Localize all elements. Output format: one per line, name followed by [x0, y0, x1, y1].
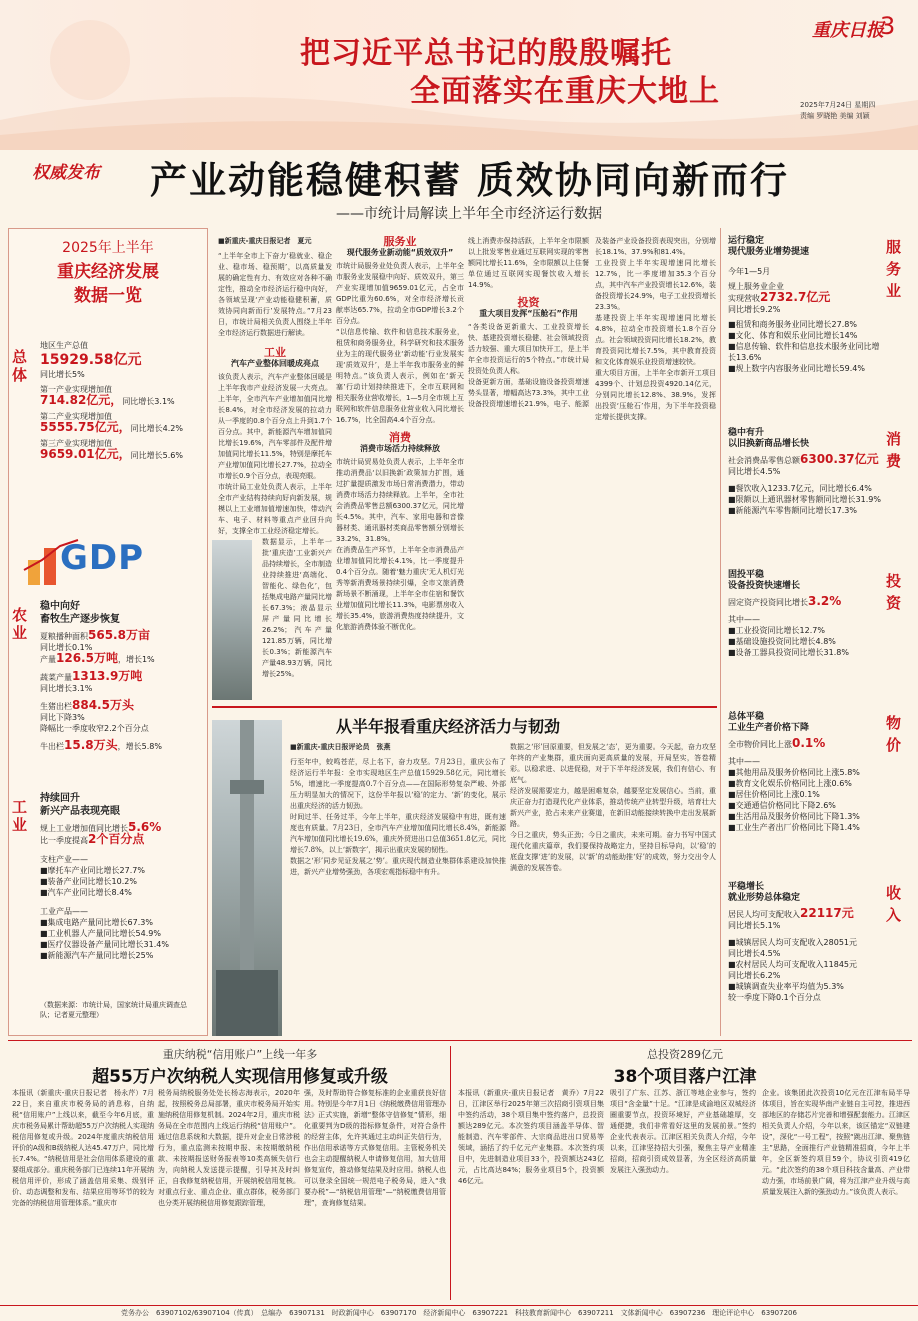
veg-label: 蔬菜产量: [40, 673, 72, 682]
commentary-paragraph: 数据之‘形’回原重要，但发展之‘态’，更为重要。今天起，奋力攻坚年终的产业集群，重庆面向更高质量的发展，开局坚实，答卷精彩。以稳求进、以进促稳，对于下半年经济发展，我们有信心、有底气。: [510, 743, 716, 784]
gdp-growth: 同比增长5%: [40, 370, 85, 379]
commentary-paragraph: 时间过半、任务过半，今年上半年，重庆经济发展稳中有进，既有速度也有质量。7月23日，全市汽车产业增加值同比增长8.4%，新能源汽车增加值同比增长19.6%，重庆外贸进出口总值3651.8亿元，同比增长7.8%，以上‘新数字’，揭示出重庆发展的韧性。: [290, 813, 506, 854]
commentary-byline: ■新重庆-重庆日报评论员 张燕: [290, 743, 391, 751]
inc-head-1: 平稳增长: [728, 882, 765, 892]
newspaper-logo: 重庆日报: [812, 20, 884, 41]
article-paragraph: 在消费品生产环节，上半年全市消费品产业增加值同比增长4.1%，比一季度提升0.4个百分点。随着‘魅力重庆’无人机灯光秀等新消费场景持续引爆，全市文旅消费新场景不断涌现，上半年全市住宿和餐饮业增加值同比增长11.3%，电影票房收入增长35.4%，旅游消费热度持续提升，文化旅游消费体验不断优化。: [336, 546, 464, 631]
product-item: ■工业机器人产量同比增长54.9%: [40, 929, 161, 938]
article-paragraph: 该负责人表示，汽车产业整体回暖是上半年我市产业经济发展一大亮点。上半年，全市汽车产业增加值同比增长8.4%，对全市经济发展的拉动力从一季度的0.8个百分点上升到1.7个百分点。其中，新能源汽车增加值同比增长19.6%，汽车零部件及配件增加值同比增长11.5%，特别是摩托车产业增加值同比增长27.7%，拉动全市增长0.9个百分点，表现亮眼。: [218, 373, 332, 480]
svc-item: ■规上数字内容服务业同比增长59.4%: [728, 364, 865, 373]
grain-growth: 同比增长0.1%: [40, 643, 93, 652]
inc-item: ■农村居民人均可支配收入11845元: [728, 960, 858, 969]
commentary-paragraph: 今日之重庆，势头正劲；今日之重庆，未来可期。奋力书写中国式现代化重庆篇章，我们要保持战略定力，坚持目标导向，以‘稳’的底盘支撑‘进’的发展，以‘新’的动能助推‘好’的成效，努力交出令人满意的发展答卷。: [510, 831, 716, 872]
banner-line-2: 全面落实在重庆大地上: [410, 74, 720, 109]
inv-head-2: 设备投资快速增长: [728, 581, 801, 591]
p2-growth: 同比增长4.2%: [130, 424, 183, 433]
con-head-1: 稳中有升: [728, 428, 765, 438]
section-tag-investment: 投资: [886, 572, 902, 612]
section-subheading-consumption: 消费市场活力持续释放: [360, 444, 440, 453]
p2-value: 5555.75亿元，: [40, 420, 131, 434]
price-value: 0.1%: [792, 736, 826, 750]
pig-value: 884.5万头: [72, 698, 134, 712]
inv-item: ■基础设施投资同比增长4.8%: [728, 637, 836, 646]
section-subheading-services: 现代服务业新动能“质效双升”: [346, 248, 454, 257]
issue-date: 2025年7月24日 星期四: [800, 101, 876, 109]
bottom-left-col-2: 税务局纳税服务处处长杨志海表示，2020年起，按照税务总局部署，重庆市税务局开始实施纳税信用修复机制。2024年2月，重庆市税务局在全市范围内上线运行纳税“信用账户”。通过信息系统和大数据，提升对企业日常涉税行为，重点监测未按期申报、未按期缴纳税款、未按期报送财务报表等10类高频失信行为，向纳税人发送提示提醒，引导其及时纠正，自我修复纳税信用，开展纳税信用复核。对重点行业、重点企业、重点群体，税务部门也分类开展纳税信用修复跟踪管理，: [158, 1089, 300, 1207]
main-subheadline: ——市统计局解读上半年全市经济运行数据: [336, 206, 602, 222]
output-growth: ，增长1%: [117, 655, 155, 664]
price-item: ■工业生产者出厂价格同比下降1.4%: [728, 823, 860, 832]
ind-label-2: 比一季度提高: [40, 836, 88, 845]
investment-block: [728, 570, 882, 658]
inc-item: 同比增长6.2%: [728, 971, 781, 980]
products-title: 工业产品——: [40, 907, 88, 916]
issue-meta: [800, 100, 875, 122]
product-item: ■医疗仪器设备产量同比增长31.4%: [40, 940, 169, 949]
commentary-paragraph: 数据之‘形’同步见证发展之‘势’。重庆现代制造业集群体系建设加快推进，新兴产业增势强劲，各项宏观指标稳中有升。: [290, 857, 506, 876]
svc-item: ■文化、体育和娱乐业同比增长14%: [728, 331, 858, 340]
inv-label: 固定资产投资同比增长: [728, 598, 808, 607]
industry-block: [40, 792, 205, 961]
bottom-left-kicker: 重庆纳税“信用账户”上线一年多: [162, 1048, 318, 1061]
authority-badge: 权威发布: [32, 163, 100, 183]
con-head-2: 以旧换新商品增长快: [728, 439, 810, 449]
agri-head-2: 畜牧生产逐步恢复: [40, 614, 120, 625]
section-heading-services: 服务业: [383, 236, 417, 248]
price-item: ■居住价格同比上涨0.1%: [728, 790, 820, 799]
main-headline: 产业动能稳健积蓄 质效协同向新而行: [150, 159, 789, 202]
pig-label: 生猪出栏: [40, 702, 72, 711]
commentary-paragraph: 行至年中，蛟鸣苍茫，尽上名下，奋力攻坚。7月23日，重庆公布了经济运行半年报：全市实现地区生产总值15929.58亿元，同比增长5%，增速比一季度提高0.7个百分点——在国际形势复杂严峻、外部压力明显加大的情况下，这份半年报以‘稳’的定力、‘新’的变化，展示出重庆经济的活力韧劲。: [290, 758, 506, 810]
sidebar-title-year: 2025年上半年: [62, 240, 154, 256]
section-tag-agriculture: 农业: [12, 606, 28, 642]
section-tag-income: 收入: [886, 884, 902, 924]
bottom-divider: [450, 1046, 451, 1300]
section-tag-services: 服务业: [886, 238, 902, 300]
bottom-right-col-2: 吸引了广东、江苏、浙江等地企业参与，签约项目“含金量”十足。“江津是成渝地区双城经济圈重要节点，投资环境好，产业基础雄厚，交通便捷，我们非常看好这里的发展前景。”签约企业代表表示。江津区相关负责人介绍，今年以来，江津坚持招大引强，聚焦主导产业精准招商，招商引资成效显著，为全区经济高质量发展注入强劲动力。: [610, 1089, 756, 1174]
section-subheading-investment: 重大项目发挥“压舱石”作用: [479, 309, 578, 318]
issue-editors: 责编 罗晓艳 美编 刘颖: [800, 112, 870, 120]
p1-growth: 同比增长3.1%: [122, 397, 175, 406]
ind-label-1: 规上工业增加值同比增长: [40, 824, 128, 833]
inc-item: 同比增长4.5%: [728, 949, 781, 958]
ind-head-1: 持续回升: [40, 793, 80, 804]
p3-value: 9659.01亿元，: [40, 447, 131, 461]
gdp-label: 地区生产总值: [40, 341, 88, 350]
bottom-right-col-3: 企业。该集团此次投资10亿元在江津布局半导体项目，旨在实现华南产业链自主可控，推进西部地区的存储芯片完善和增强配套能力。江津区相关负责人介绍，今年以来，该区锚定“双链建设”，深化“一号工程”，按照“跳出江津、聚焦链主”思路，全面推行产业链精准招商，今年上半年，全区新签约项目59个，协议引资419亿元。“此次签约的38个项目科技含量高、产业带动力强，市场前景广阔，将为江津产业升级与高质量发展注入新的强劲动力。”该负责人表示。: [762, 1089, 910, 1196]
bottom-right-headline: 38个项目落户江津: [613, 1067, 757, 1087]
veg-growth: 同比增长3.1%: [40, 684, 93, 693]
bottom-rule: [8, 1040, 912, 1041]
con-growth: 同比增长4.5%: [728, 467, 781, 476]
output-value: 126.5万吨: [56, 651, 118, 665]
price-head-1: 总体平稳: [728, 712, 765, 722]
price-item: ■生活用品及服务价格同比下降1.3%: [728, 812, 860, 821]
commentary-headline: 从半年报看重庆经济活力与韧劲: [336, 717, 561, 736]
article-paragraph: 设备更新方面，基础设施设备投资增速势头显著，增幅高达73.3%，其中工业设备投资增速增长21.9%，电子、能源及装备产业设备投资表现突出，分别增长18.1%、37.9%和81.4%。: [468, 237, 716, 408]
section-tag-overall: 总体: [12, 348, 28, 384]
price-item: ■教育文化娱乐价格同比上涨0.6%: [728, 779, 852, 788]
section-tag-consumption: 消费: [886, 430, 902, 470]
article-paragraph: 数据显示，上半年一批‘重庆造’工业新兴产品持续增长，全市制造业持续推进‘高端化、智能化、绿色化’，包括集成电路产量同比增长67.3%；液晶显示屏产量同比增长26.2%；汽车产量121.85万辆，同比增长0.3%；新能源汽车产量48.93万辆，同比增长25%。: [262, 538, 332, 678]
product-item: ■新能源汽车产量同比增长25%: [40, 951, 154, 960]
veg-value: 1313.9万吨: [72, 669, 143, 683]
output-label: 产量: [40, 655, 56, 664]
tower-illustration: [212, 720, 282, 1036]
grain-label: 夏粮播种面积: [40, 632, 88, 641]
bottom-left-col-1: 本报讯（新重庆-重庆日报记者 杨永芹）7月22日，来自重庆市税务局的消息称，自纳税“信用账户”上线以来，截至今年6月底，重庆市税务局累计帮助超55万户次纳税人实现纳税信用修复或升级。2024年度重庆纳税信用评价的A级和B级纳税人达45.47万户，同比增长7.4%。“纳税信用是社会信用体系建设的重要组成部分。重庆税务部门已连续11年开展纳税信用评价，形成了涵盖信用采集、级别评价、动态调整和发布、结果应用等环节的较为完备的纳税信用管理体系。”重庆市: [12, 1089, 154, 1207]
svc-value: 2732.7亿元: [760, 290, 831, 304]
inc-item: ■城镇调查失业率平均值为5.3%: [728, 982, 844, 991]
inc-item: ■城镇居民人均可支配收入28051元: [728, 938, 858, 947]
gdp-value: 15929.58亿元: [40, 352, 142, 368]
article-paragraph: 工业投资上半年实现增速同比增长12.7%，比一季度增加35.3个百分点，其中汽车产业投资增长12.6%，装备投资增长24.9%，电子工业投资增长23.3%。: [595, 259, 716, 311]
agriculture-block: [40, 600, 205, 752]
con-item: ■新能源汽车零售额同比增长17.3%: [728, 506, 857, 515]
pillar-item: ■摩托车产业同比增长27.7%: [40, 866, 145, 875]
inv-item: ■设备工器具投资同比增长31.8%: [728, 648, 849, 657]
price-sub: 其中——: [728, 757, 760, 766]
column-byline: ■新重庆-重庆日报记者 夏元: [218, 237, 312, 245]
inc-label: 居民人均可支配收入: [728, 910, 800, 919]
con-label: 社会消费品零售总额: [728, 456, 800, 465]
cattle-value: 15.8万头: [64, 738, 118, 752]
tower-photo-top: [212, 540, 252, 700]
prices-block: [728, 712, 882, 833]
bottom-right-kicker: 总投资289亿元: [647, 1048, 723, 1061]
inv-item: ■工业投资同比增长12.7%: [728, 626, 825, 635]
article-column-2: [336, 236, 464, 702]
inc-growth: 同比增长5.1%: [728, 921, 781, 930]
ind-head-2: 新兴产品表现亮眼: [40, 806, 120, 817]
pillar-item: ■装备产业同比增长10.2%: [40, 877, 137, 886]
section-heading-consumption: 消费: [389, 431, 411, 444]
svc-growth: 同比增长9.2%: [728, 305, 781, 314]
agri-head-1: 稳中向好: [40, 601, 80, 612]
page-number: 3: [880, 12, 896, 40]
price-label: 全市物价同比上涨: [728, 740, 792, 749]
inv-head-1: 固投平稳: [728, 570, 765, 580]
section-heading-industry: 工业: [264, 346, 286, 359]
p3-growth: 同比增长5.6%: [130, 451, 183, 460]
article-paragraph: “以信息传输、软件和信息技术服务业，租赁和商务服务业，科学研究和技术服务业为主的现代服务业‘新动能’行业发展实现‘质效双升’，是上半年我市服务业的鲜明特点。”该负责人表示，例如在‘新天塞’行动计划持续推进下，全市互联网和相关服务业营收增长，1—5月全市规上互联网和软件信息服务业营业收入同比增长16.7%，比全国高4.4个百分点。: [336, 328, 464, 424]
svc-period: 今年1—5月: [728, 267, 771, 276]
income-block: [728, 882, 882, 1003]
page-footer: 党务办公 63907102/63907104（传真） 总编办 63907131 时政新闻中心 63907170 经济新闻中心 63907221 科技教育新闻中心 63907211 文体新闻中心 63907236 理论评论中心 63907206: [0, 1305, 918, 1320]
article-paragraph: 重大项目方面，上半年全市新开工项目4399个、计划总投资4920.14亿元，分别同比增长12.8%、38.9%，发挥出投资‘压舱石’作用，为下半年投资稳定增长提供支撑。: [595, 369, 716, 421]
con-item: ■餐饮收入1233.7亿元，同比增长6.4%: [728, 484, 872, 493]
inc-head-2: 就业形势总体稳定: [728, 893, 801, 903]
section-tag-industry: 工业: [12, 798, 28, 834]
svc-label-2: 实现营收: [728, 294, 760, 303]
bottom-left-col-3: 强，及时帮助符合修复标准的企业重获良好信用。特别是今年7月1日《纳税缴费信用管理办法》正式实施，新增“整体守信修复”情形，细化重要判为D级的指标修复条件，对符合条件的经营主体，允许其通过主动纠正失信行为，作出信用承诺等方式修复信用。主管税务机关也会主动提醒纳税人申请修复信用，加大信用修复宣传，推动修复结果及时应用。纳税人也可以登录全国统一规范电子税务局，进入“我要办税”—“纳税信用管理”—“纳税缴费信用管理”，查询修复结果。: [304, 1089, 446, 1207]
commentary-column-1: [290, 742, 506, 1034]
tower-photo: [212, 720, 282, 1036]
section-heading-investment: 投资: [517, 296, 540, 309]
sidebar-title: [10, 236, 206, 308]
p1-label: 第一产业实现增加值: [40, 385, 112, 394]
section-subheading-industry: 汽车产业整体回暖成亮点: [231, 359, 319, 368]
con-item: ■限额以上通讯器材零售额同比增长31.9%: [728, 495, 881, 504]
pillars-title: 支柱产业——: [40, 855, 88, 864]
pig-growth: 同比下降3%: [40, 713, 85, 722]
section-tag-prices: 物价: [886, 714, 902, 754]
bottom-left-headline: 超55万户次纳税人实现信用修复或升级: [92, 1067, 388, 1087]
bottom-right-col-1: 本报讯（新重庆-重庆日报记者 黄乔）7月22日，江津区举行2025年第三次招商引资项目集中签约活动，38个项目集中签约落户，总投资额达289亿元。本次签约项目涵盖半导体、智能制造、汽车零部件、大宗商品进出口贸易等领域，涵括了约千亿元产业集群。本次签约项目中，先进制造业项目33个，投资额达243亿元，占比高达84%；服务业项目5个，投资额46亿元。: [458, 1089, 604, 1185]
article-paragraph: 线上消费亦保持活跃，上半年全市限额以上批发零售业通过互联网实现的零售额同比增长11.6%，全市限额以上住餐单位通过互联网实现餐饮收入增长14.9%。: [468, 237, 589, 289]
p1-value: 714.82亿元，: [40, 393, 123, 407]
banner-line-1: 把习近平总书记的殷殷嘱托: [300, 36, 672, 71]
sidebar-source: （数据来源：市统计局，国家统计局重庆调查总队；记者夏元整理）: [40, 1001, 187, 1019]
product-item: ■集成电路产量同比增长67.3%: [40, 918, 153, 927]
cattle-growth: ，增长5.8%: [117, 742, 162, 751]
article-paragraph: 市统计局服务业处负责人表示，上半年全市服务业发展稳中向好、质效双升，第三产业实现增加值9659.01亿元，占全市GDP比重为60.6%，对全市经济增长贡献率达65.7%，拉动全市GDP增长3.2个百分点。: [336, 262, 464, 325]
overall-block: [40, 340, 205, 461]
ind-value-2: 2个百分点: [88, 832, 145, 846]
gdp-graphic-text: GDP: [60, 538, 145, 578]
svc-head-2: 现代服务业增势提速: [728, 247, 810, 257]
svc-item: ■租赁和商务服务业同比增长27.8%: [728, 320, 857, 329]
p2-label: 第二产业实现增加值: [40, 412, 112, 421]
article-paragraph: 基建投资上半年实现增速同比增长4.8%，拉动全市投资增长1.8个百分点。社会领域投资同比增长18.2%，教育投资同比增长7.5%，其中教育投资和文化体育娱乐业投资增速较快。: [595, 314, 716, 366]
sidebar-title-main: 重庆经济发展: [57, 262, 159, 282]
cattle-label: 牛出栏: [40, 742, 64, 751]
svc-head-1: 运行稳定: [728, 236, 765, 246]
article-paragraph: “各类设备更新重大、工业投资增长快、基建投资增长稳健、社会领域投资活力较强、重大项目加快开工，是上半年全市投资运行的5个特点。”市统计局投资处负责人称。: [468, 323, 589, 375]
services-block: [728, 236, 882, 374]
commentary-rule: [212, 706, 717, 708]
pig-note: 降幅比一季度收窄2.2个百分点: [40, 724, 149, 733]
p3-label: 第三产业实现增加值: [40, 439, 112, 448]
grain-value: 565.8万亩: [88, 628, 150, 642]
article-column-3: [468, 236, 716, 702]
svc-label-1: 规上服务业企业: [728, 282, 784, 291]
sidebar-title-sub: 数据一览: [74, 286, 142, 306]
pillar-item: ■汽车产业同比增长8.4%: [40, 888, 132, 897]
price-item: ■其他用品及服务价格同比上涨5.8%: [728, 768, 860, 777]
consumption-block: [728, 428, 882, 516]
inv-sub: 其中——: [728, 615, 760, 624]
article-paragraph: 市统计局贸易处负责人表示，上半年全市推动消费品‘以旧换新’政策加力扩围，通过扩量提质激发市场日常消费潜力，带动消费市场活力持续释放。上半年，全市社会消费品零售总额6300.37亿元，同比增长4.5%。其中，汽车、家用电器和音像器材类、通讯器材类商品零售额分别增长33.2%、31.8%。: [336, 458, 464, 543]
con-value: 6300.37亿元: [800, 452, 879, 466]
price-item: ■交通通信价格同比下降2.6%: [728, 801, 836, 810]
inv-value: 3.2%: [808, 594, 842, 608]
svc-item: ■信息传输、软件和信息技术服务业同比增长13.6%: [728, 342, 880, 362]
commentary-paragraph: 经济发展需要定力，越是困难复杂，越要坚定发展信心。当前，重庆正奋力打造现代化产业体系，推动传统产业转型升级，培育壮大新兴产业，抢占未来产业赛道，在新旧动能接续转换中走出发展新路。: [510, 787, 716, 828]
ind-value-1: 5.6%: [128, 820, 162, 834]
inc-value: 22117元: [800, 906, 854, 920]
commentary-column-2: [510, 742, 716, 1034]
article-paragraph: 市统计局工业处负责人表示，上半年全市产业结构持续向好向新发展，规模以上工业增加值增速加快，带动汽车、电子、材料等重点产业回升向好，支撑全市工业经济稳定增长。: [218, 483, 332, 535]
column-intro: “上半年全市上下奋力‘稳就业、稳企业、稳市场、稳预期’，以高质量发展的确定性有力、有效应对各种不确定性，推动全市经济运行稳中向好，各领域呈现‘产业动能稳健积蓄，质效协同向新而行’发展特点。”7月23日，市统计局相关负责人围绕上半年全市经济运行数据进行解读。: [218, 252, 332, 337]
inc-item: 较一季度下降0.1个百分点: [728, 993, 821, 1002]
price-head-2: 工业生产者价格下降: [728, 723, 810, 733]
